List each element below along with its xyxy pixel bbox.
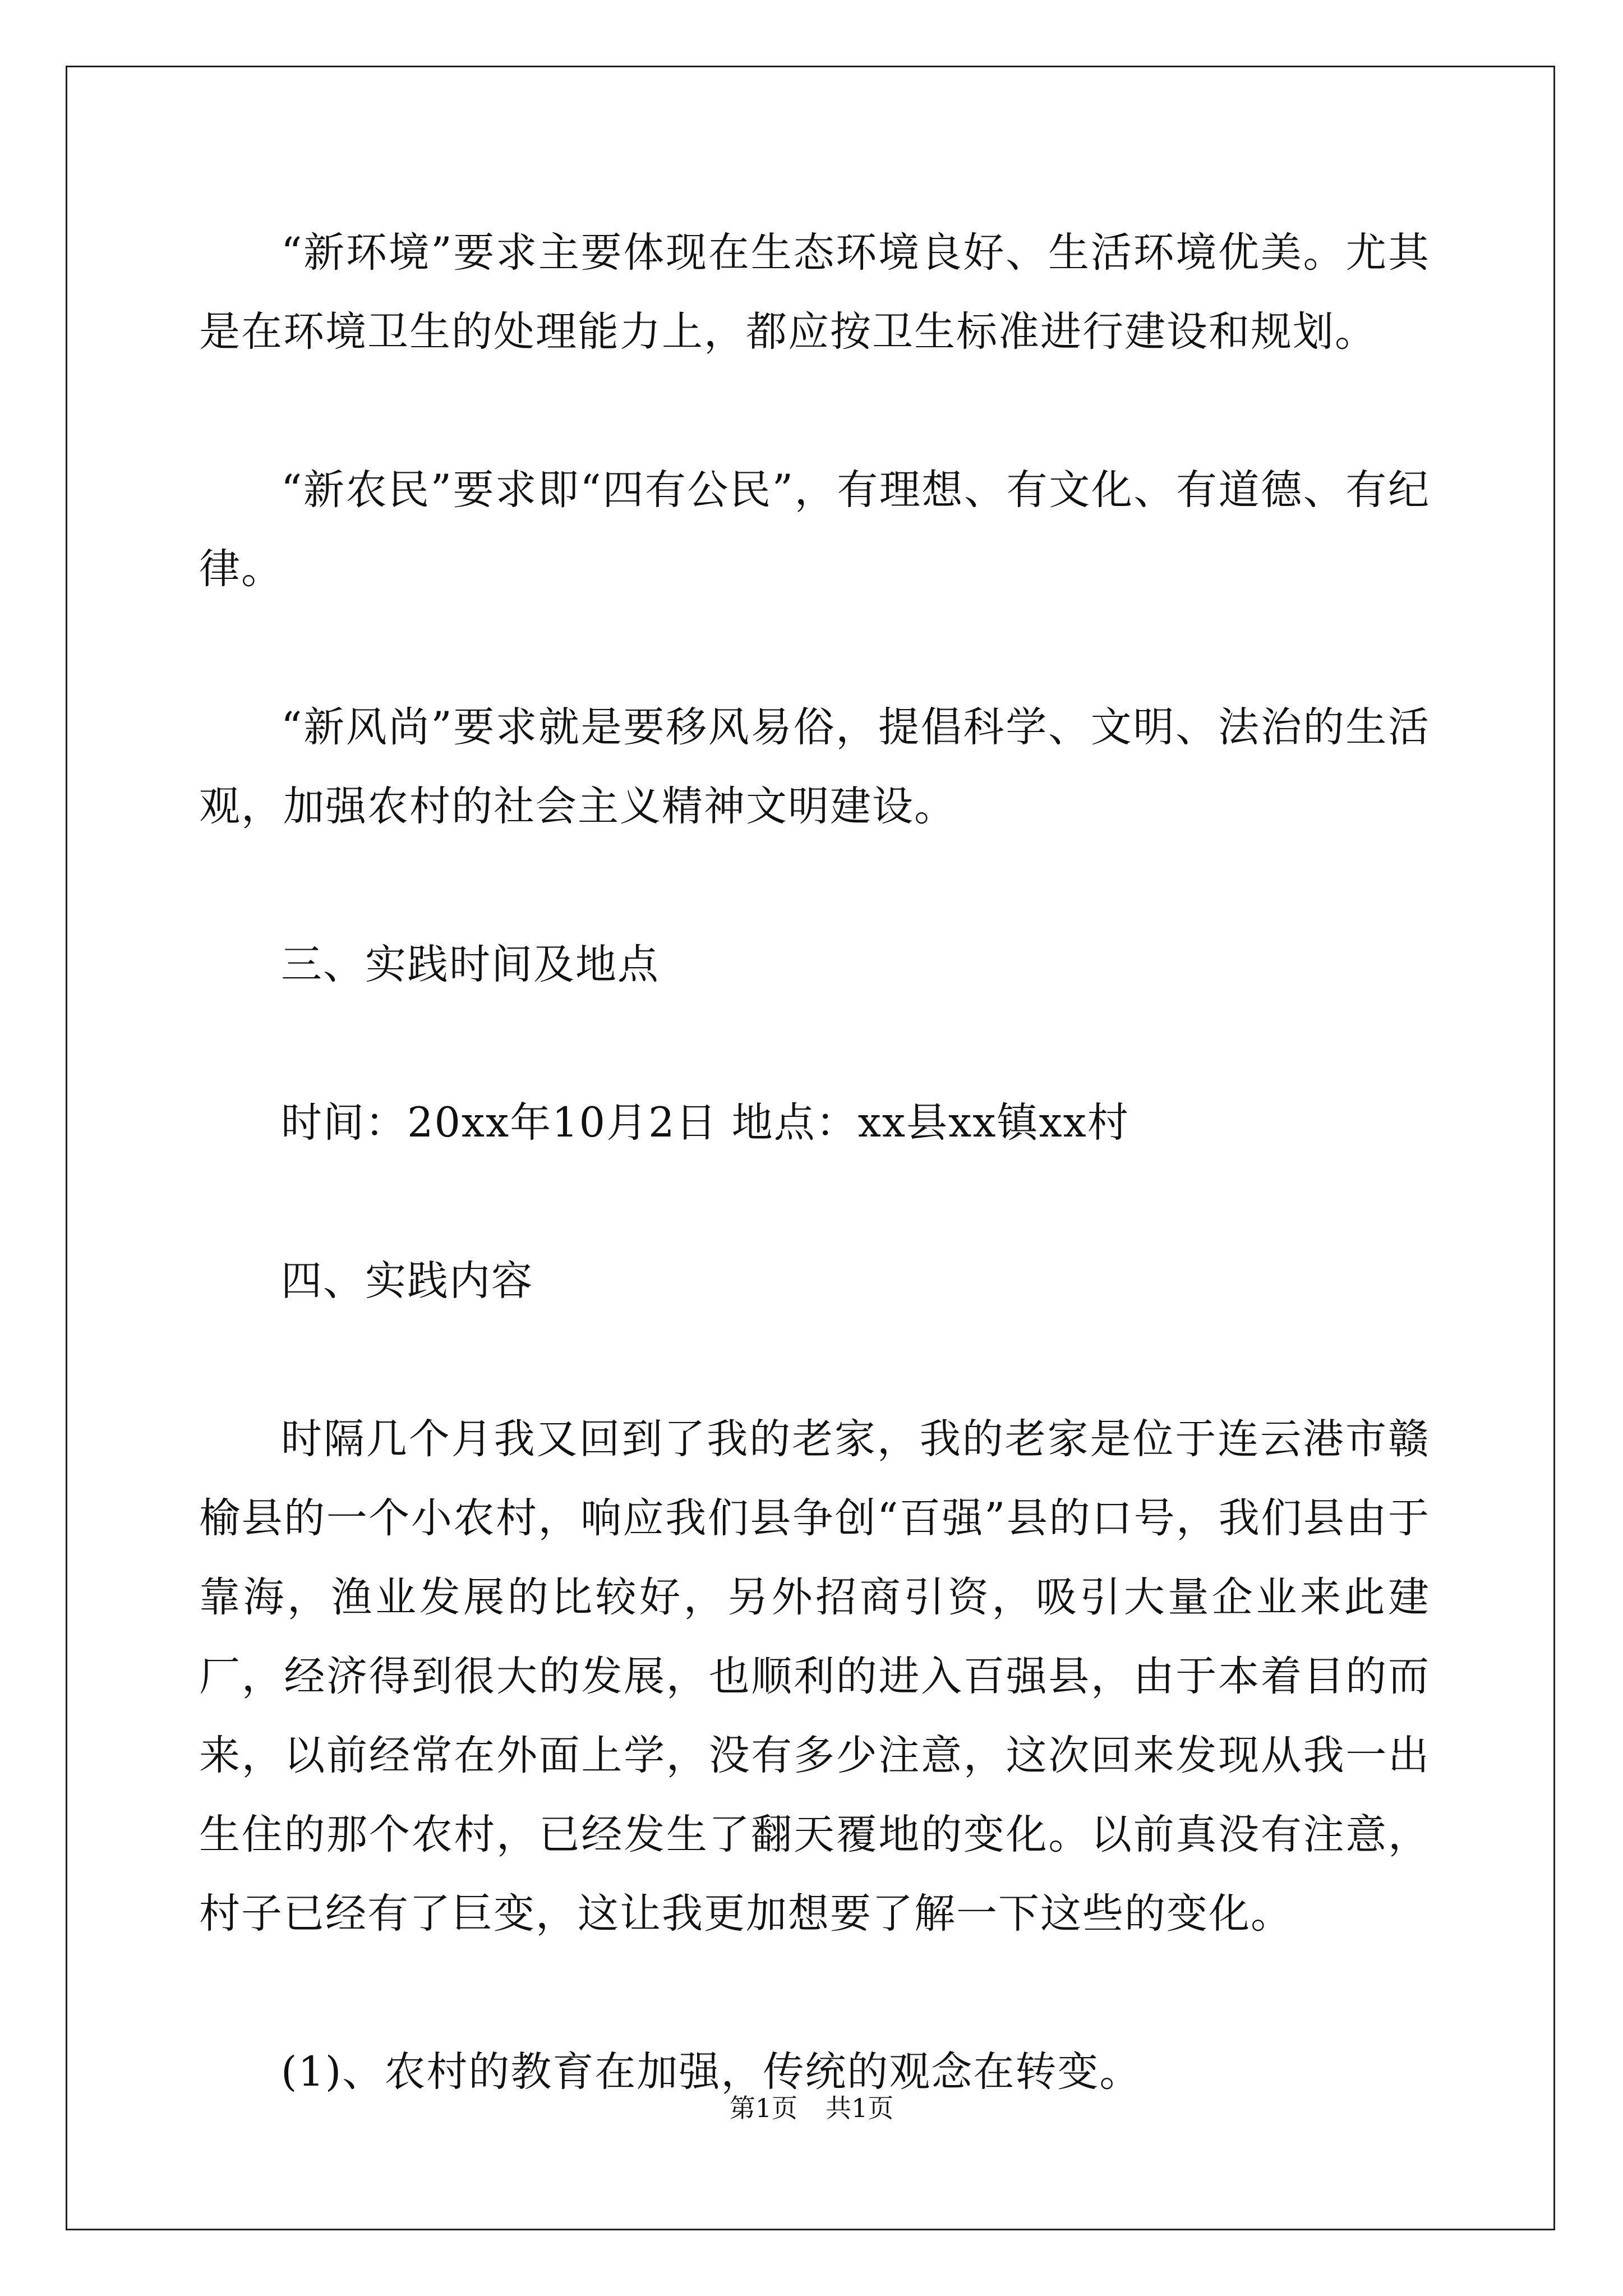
page-footer <box>0 2091 1623 2125</box>
paragraph-new-environment: “新环境”要求主要体现在生态环境良好、生活环境优美。尤其是在环境卫生的处理能力上，都应按卫生标准进行建设和规划。 <box>199 229 1430 356</box>
page-number-total: 共1页 <box>826 2093 894 2123</box>
paragraph-new-farmers: “新农民”要求即“四有公民”，有理想、有文化、有道德、有纪律。 <box>199 466 1430 593</box>
section-heading-content: 四、实践内容 <box>281 1257 533 1305</box>
paragraph-practice-content: 时隔几个月我又回到了我的老家，我的老家是位于连云港市赣榆县的一个小农村，响应我们县争创“百强”县的口号，我们县由于靠海，渔业发展的比较好，另外招商引资，吸引大量企业来此建厂，经济得到很大的发展，也顺利的进入百强县，由于本着目的而来，以前经常在外面上学，没有多少注意，这次回来发现从我一出生住的那个农村，已经发生了翻天覆地的变化。以前真没有注意，村子已经有了巨变，这让我更加想要了解一下这些的变化。 <box>199 1415 1430 1938</box>
paragraph-time-place: 时间：20xx年10月2日 地点：xx县xx镇xx村 <box>281 1099 1129 1147</box>
paragraph-new-customs: “新风尚”要求就是要移风易俗，提倡科学、文明、法治的生活观，加强农村的社会主义精神文明建设。 <box>199 703 1430 830</box>
section-heading-time-place: 三、实践时间及地点 <box>281 941 660 988</box>
page-number-current: 第1页 <box>729 2093 797 2123</box>
document-body <box>199 213 1430 2191</box>
paragraph-education-item: (1)、农村的教育在加强，传统的观念在转变。 <box>281 2048 1142 2096</box>
